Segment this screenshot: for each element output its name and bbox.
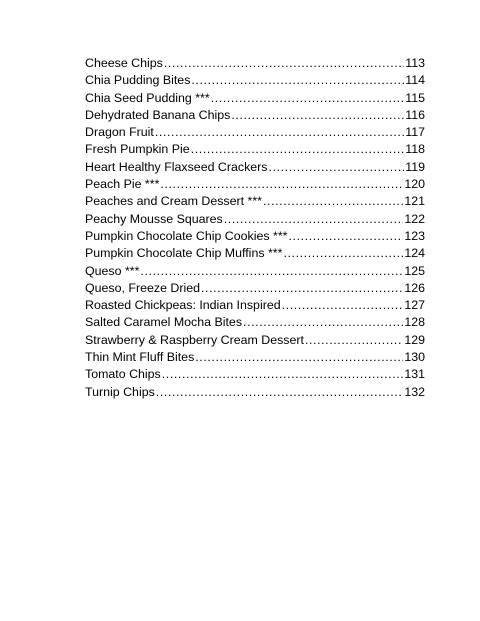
- toc-entry-page: 125: [404, 263, 425, 278]
- toc-entry-title: Peachy Mousse Squares: [85, 211, 223, 226]
- dot-leader: [263, 193, 403, 210]
- toc-entry-title: Roasted Chickpeas: Indian Inspired: [85, 298, 281, 313]
- toc-entry-page: 117: [405, 125, 425, 140]
- toc-entry-title: Pumpkin Chocolate Chip Cookies ***: [85, 228, 288, 243]
- toc-entry-page: 123: [404, 228, 425, 243]
- dot-leader: [191, 72, 404, 89]
- toc-entry[interactable]: [85, 245, 425, 262]
- toc-entry[interactable]: [85, 280, 425, 297]
- toc-entry-title: Pumpkin Chocolate Chip Muffins ***: [85, 246, 283, 261]
- toc-entry-title: Fresh Pumpkin Pie: [85, 142, 190, 157]
- dot-leader: [201, 280, 403, 297]
- toc-entry-title: Queso ***: [85, 263, 140, 278]
- toc-entry-title: Strawberry & Raspberry Cream Dessert: [85, 332, 304, 347]
- dot-leader: [231, 107, 404, 124]
- toc-entry[interactable]: [85, 90, 425, 107]
- toc-entry-title: Dehydrated Banana Chips: [85, 107, 231, 122]
- dot-leader: [191, 141, 405, 158]
- dot-leader: [243, 314, 403, 331]
- toc-entry-page: 118: [405, 142, 425, 157]
- toc-entry-title: Peach Pie ***: [85, 177, 160, 192]
- toc-entry[interactable]: [85, 366, 425, 383]
- toc-entry-title: Chia Seed Pudding ***: [85, 90, 210, 105]
- toc-entry[interactable]: [85, 297, 425, 314]
- toc-entry[interactable]: [85, 263, 425, 280]
- toc-entry-page: 116: [405, 107, 425, 122]
- toc-entry-title: Peaches and Cream Dessert ***: [85, 194, 262, 209]
- toc-entry-page: 130: [404, 350, 425, 365]
- toc-entry[interactable]: [85, 72, 425, 89]
- toc-entry[interactable]: [85, 193, 425, 210]
- dot-leader: [224, 211, 404, 228]
- toc-entry-title: Cheese Chips: [85, 56, 163, 70]
- toc-entry-page: 120: [404, 177, 425, 192]
- toc-entry-page: 127: [404, 298, 425, 313]
- toc-entry-page: 121: [404, 194, 425, 209]
- toc-entry-page: 113: [405, 56, 425, 70]
- toc-entry-title: Heart Healthy Flaxseed Crackers: [85, 159, 268, 174]
- toc-entry-title: Dragon Fruit: [85, 125, 154, 140]
- toc-entry-page: 114: [405, 73, 425, 88]
- dot-leader: [160, 176, 403, 193]
- toc-entry[interactable]: [85, 159, 425, 176]
- toc-entry[interactable]: [85, 141, 425, 158]
- toc-entry-title: Turnip Chips: [85, 384, 155, 399]
- dot-leader: [305, 332, 403, 349]
- toc-entry[interactable]: [85, 314, 425, 331]
- toc-entry-title: Tomato Chips: [85, 367, 161, 382]
- dot-leader: [195, 349, 403, 366]
- dot-leader: [268, 159, 404, 176]
- dot-leader: [211, 90, 405, 107]
- toc-entry[interactable]: [85, 211, 425, 228]
- table-of-contents: [85, 55, 425, 401]
- toc-entry[interactable]: [85, 332, 425, 349]
- toc-entry[interactable]: [85, 107, 425, 124]
- toc-entry-title: Salted Caramel Mocha Bites: [85, 315, 243, 330]
- toc-entry[interactable]: [85, 176, 425, 193]
- dot-leader: [164, 55, 404, 72]
- toc-entry-page: 115: [405, 90, 425, 105]
- toc-entry-page: 129: [404, 332, 425, 347]
- toc-entry-title: Thin Mint Fluff Bites: [85, 350, 195, 365]
- dot-leader: [283, 245, 403, 262]
- dot-leader: [156, 384, 404, 401]
- toc-entry[interactable]: [85, 124, 425, 141]
- dot-leader: [155, 124, 404, 141]
- toc-entry-page: 128: [404, 315, 425, 330]
- toc-entry-title: Queso, Freeze Dried: [85, 280, 201, 295]
- toc-entry[interactable]: [85, 349, 425, 366]
- toc-entry-page: 124: [404, 246, 425, 261]
- toc-entry-page: 119: [405, 159, 425, 174]
- toc-entry[interactable]: [85, 228, 425, 245]
- toc-entry[interactable]: [85, 55, 425, 72]
- toc-entry-page: 122: [404, 211, 425, 226]
- dot-leader: [140, 263, 403, 280]
- toc-entry-title: Chia Pudding Bites: [85, 73, 191, 88]
- toc-entry-page: 126: [404, 280, 425, 295]
- dot-leader: [162, 366, 404, 383]
- dot-leader: [289, 228, 404, 245]
- toc-entry-page: 132: [404, 384, 425, 399]
- toc-entry-page: 131: [404, 367, 425, 382]
- toc-entry[interactable]: [85, 384, 425, 401]
- dot-leader: [282, 297, 404, 314]
